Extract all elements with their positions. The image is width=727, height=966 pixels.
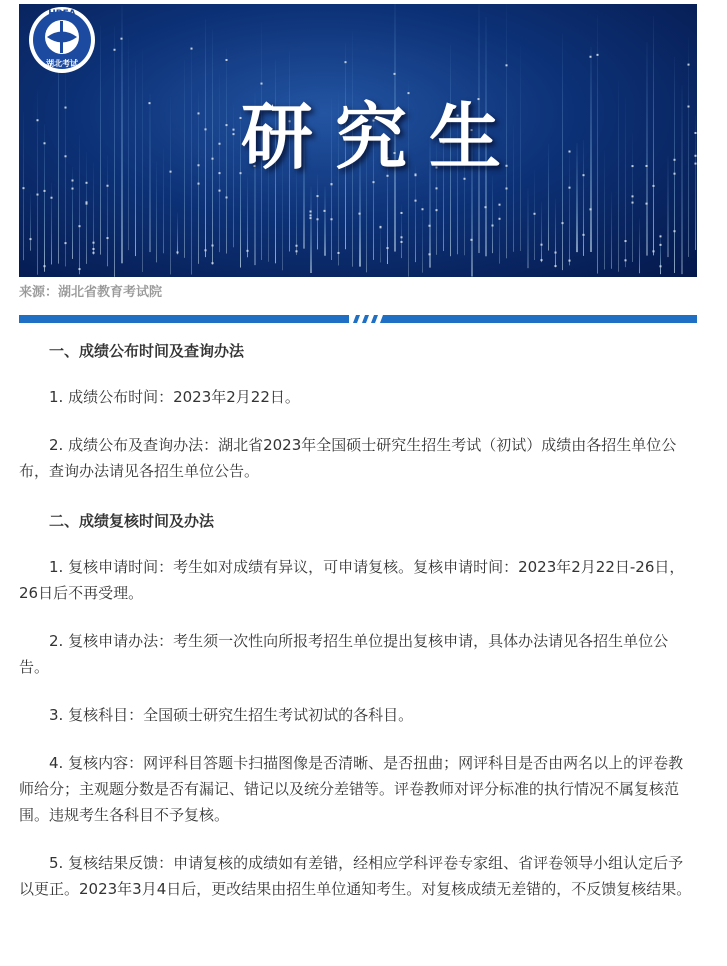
paragraph-review-feedback: 5. 复核结果反馈：申请复核的成绩如有差错，经相应学科评卷专家组、省评卷领导小组认定后予以更正。2023年3月4日后，更改结果由招生单位通知考生。对复核成绩无差错的，不反馈复核结果。: [19, 854, 692, 898]
logo-top-text: HBEA: [48, 9, 76, 19]
banner-title: 研究生: [241, 95, 524, 179]
source-value: 湖北省教育考试院: [58, 285, 163, 300]
section-divider: [19, 313, 697, 325]
article-body: [19, 338, 693, 902]
logo-bottom-text: 湖北考试: [46, 59, 78, 68]
section-heading-2: 二、成绩复核时间及办法: [49, 512, 215, 530]
paragraph-publish-time: 1. 成绩公布时间：2023年2月22日。: [49, 388, 300, 406]
hbea-logo: [19, 4, 105, 74]
source-line: [19, 284, 162, 302]
paragraph-review-time: 1. 复核申请时间：考生如对成绩有异议，可申请复核。复核申请时间：2023年2月22日-26日，26日后不再受理。: [19, 558, 685, 602]
source-label: 来源：: [19, 285, 59, 300]
paragraph-review-subjects: 3. 复核科目：全国硕士研究生招生考试初试的各科目。: [49, 706, 414, 724]
paragraph-review-content: 4. 复核内容：网评科目答题卡扫描图像是否清晰、是否扭曲；网评科目是否由两名以上的评卷教师给分；主观题分数是否有漏记、错记以及统分差错等。评卷教师对评分标准的执行情况不属复核范围。违规考生各科目不予复核。: [19, 754, 684, 824]
header-banner: [19, 4, 697, 277]
paragraph-review-method: 2. 复核申请办法：考生须一次性向所报考招生单位提出复核申请，具体办法请见各招生单位公告。: [19, 632, 669, 676]
paragraph-query-method: 2. 成绩公布及查询办法：湖北省2023年全国硕士研究生招生考试（初试）成绩由各招生单位公布，查询办法请见各招生单位公告。: [19, 436, 677, 480]
section-heading-1: 一、成绩公布时间及查询办法: [49, 342, 245, 360]
